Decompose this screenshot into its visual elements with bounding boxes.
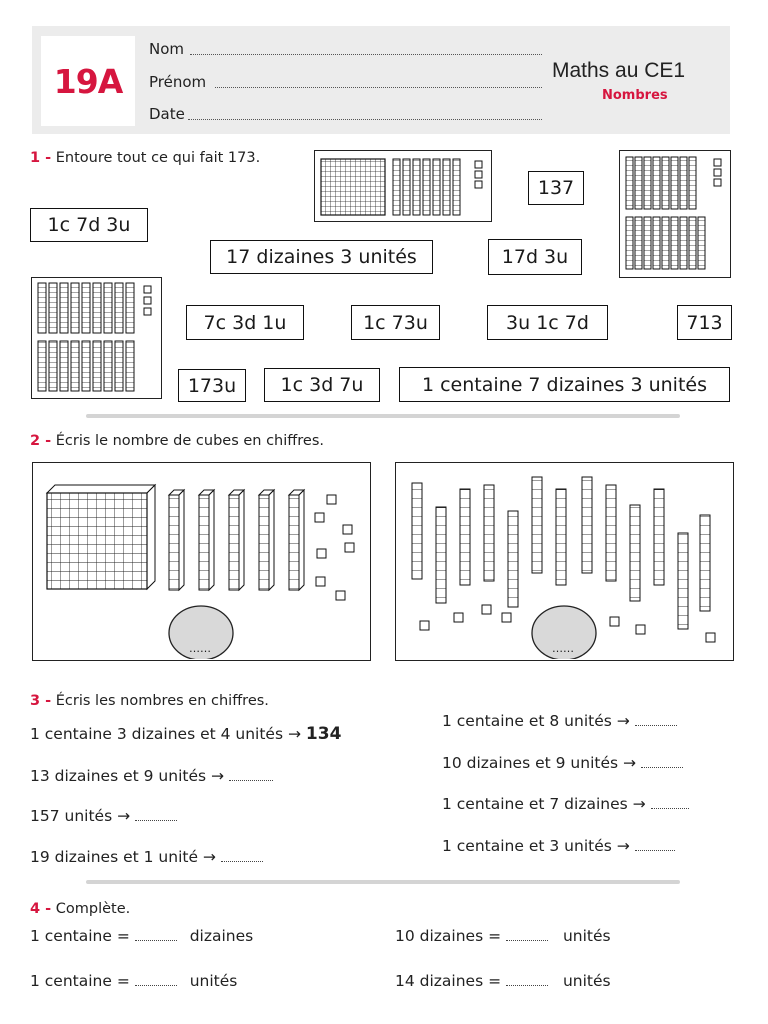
ex2-text: Écris le nombre de cubes en chiffres. [55,433,324,449]
label-box-f[interactable]: 1c 73u [351,305,440,340]
section-divider-2 [86,880,680,884]
cubes-panel-left [32,462,371,661]
ex1-text: Entoure tout ce qui fait 173. [55,150,261,166]
ex3-left-blank-2[interactable] [229,768,273,781]
ex3-left-blank-4[interactable] [221,849,263,862]
ex4-item-3: 1 centaine = unités [30,972,238,990]
ex3-right-blank-3[interactable] [651,796,689,809]
ex3-instruction [30,693,269,709]
label-box-b[interactable]: 17 dizaines 3 unités [210,240,433,274]
page-subtitle: Nombres [602,88,668,103]
ex4-blank-1[interactable] [135,928,177,941]
label-box-j[interactable]: 1c 3d 7u [264,368,380,402]
answer-left-placeholder[interactable]: …… [189,642,211,655]
label-box-g[interactable]: 3u 1c 7d [487,305,608,340]
ex3-right-item-1: 1 centaine et 8 unités → [442,712,677,730]
blocks-group-b[interactable] [619,150,731,278]
ex3-left-item-1: 1 centaine 3 dizaines et 4 unités → 134 [30,724,342,744]
field-prenom-line[interactable] [215,73,542,88]
sheet-badge: 19A [41,36,135,126]
label-box-h[interactable]: 713 [677,305,732,340]
ex3-number: 3 - [30,693,52,709]
cubes-panel-right [395,462,734,661]
ex3-right-blank-4[interactable] [635,838,675,851]
ex3-left-blank-3[interactable] [135,808,177,821]
label-box-d[interactable]: 17d 3u [488,239,582,275]
label-box-k[interactable]: 1 centaine 7 dizaines 3 unités [399,367,730,402]
ex3-left-item-3: 157 unités → [30,807,177,825]
ex4-text: Complète. [55,901,131,917]
field-nom-label: Nom [149,40,185,58]
ex4-item-4: 14 dizaines = unités [395,972,611,990]
ex3-answer-134: 134 [305,724,342,744]
blocks-group-a[interactable] [314,150,492,222]
ex4-instruction [30,901,130,917]
label-box-c[interactable]: 137 [528,171,584,205]
field-date-line[interactable] [188,105,542,120]
ex3-right-blank-1[interactable] [635,713,677,726]
ex4-number: 4 - [30,901,52,917]
ex4-blank-3[interactable] [135,973,177,986]
ex4-item-2: 10 dizaines = unités [395,927,611,945]
label-box-i[interactable]: 173u [178,369,246,402]
field-prenom-label: Prénom [149,73,207,91]
field-date-label: Date [149,105,185,123]
field-nom-line[interactable] [190,40,542,55]
answer-right-placeholder[interactable]: …… [552,642,574,655]
label-box-a[interactable]: 1c 7d 3u [30,208,148,242]
ex2-number: 2 - [30,433,52,449]
ex4-item-1: 1 centaine = dizaines [30,927,254,945]
section-divider [86,414,680,418]
ex3-left-item-4: 19 dizaines et 1 unité → [30,848,263,866]
ex3-right-blank-2[interactable] [641,755,683,768]
ex3-left-item-2: 13 dizaines et 9 unités → [30,767,273,785]
ex2-instruction [30,433,324,449]
label-box-e[interactable]: 7c 3d 1u [186,305,304,340]
ex3-right-item-2: 10 dizaines et 9 unités → [442,754,683,772]
ex4-blank-4[interactable] [506,973,548,986]
ex4-blank-2[interactable] [506,928,548,941]
ex3-right-item-4: 1 centaine et 3 unités → [442,837,675,855]
blocks-group-c[interactable] [31,277,162,399]
ex1-number: 1 - [30,150,52,166]
ex3-text: Écris les nombres en chiffres. [55,693,269,709]
ex3-right-item-3: 1 centaine et 7 dizaines → [442,795,689,813]
page-title: Maths au CE1 [552,59,686,82]
ex1-instruction [30,150,260,166]
